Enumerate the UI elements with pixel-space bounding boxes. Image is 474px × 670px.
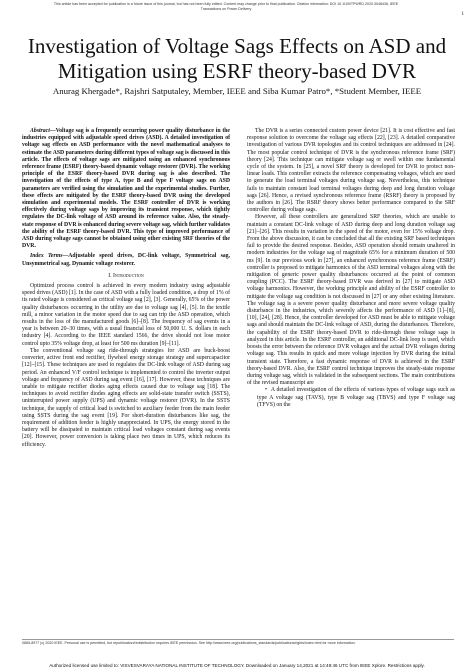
paper-title: Investigation of Voltage Sags Effects on ASD and Mitigation using ESRF theory-based DVR	[27, 34, 447, 83]
footer-divider	[22, 639, 454, 640]
index-terms-text: —Adjustable speed drives, DC-link voltage, Symmetrical sag, Unsymmetrical sag, Dynamic voltage restorer.	[22, 253, 230, 267]
intro-paragraph-2: The conventional voltage sag ride-through strategies for ASD are buck-boost converter, active front end rectifier, flywheel energy storage strategy and supercapacitor [12]–[15]. These techniques are used to regulates the DC-link voltage of ASD during sag period. An enhanced V/F control technique is implemented to control the inverter output voltage and frequency of ASD during sag event [16], [17]. However, these techniques are unable to mitigate rectifier diodes aging effects caused due to voltage sag [18]. The techniques to avoid rectifier diodes aging effects are solid-state transfer switch (SSTS), uninterrupted power supply (UPS) and dynamic voltage restorer (DVR). In the SSTS technique, the supply of critical load is switched to auxiliary feeder from the main feeder using SSTS during the sag event [19]. For short-duration disturbances like sag, the requirement of addition feeder is highly unappreciated. In UPS, the energy stored in the battery will be dissipated to maintain critical load voltages constant during sag events [20]. However, power conversion is taking place two times in UPS, which reduces its efficiency.	[22, 347, 230, 448]
bullet-text: A detailed investigation of the effects of various types of voltage sags such as type A voltage sag (TAVS), type B voltage sag (TBVS) and type F voltage sag (TFVS) on the	[257, 387, 456, 408]
bullet-icon: •	[265, 387, 271, 394]
abstract-label: Abstract	[30, 128, 50, 134]
notice-line-1: This article has been accepted for publication in a future issue of this journal, but has not been fully edited. Content may change prior to final publication. Citation information: DOI 10.1109/TPWRD.2020.3048436, IEEE	[53, 2, 399, 6]
abstract	[22, 128, 230, 250]
contribution-bullet-1	[247, 387, 455, 409]
right-column	[247, 128, 455, 409]
intro-paragraph-1: Optimized process control is achieved in every modern industry using adjustable speed drives (ASD) [1]. In the case of ASD with a fully loaded condition, a drop of 1% of its rated voltage is considered as critical voltage sag [2], [3]. Generally, 65% of the power quality disturbances occurring in the utility are due to voltage sag [4], [5]. In the textile mill, a minor variation in the motor speed due to sag can trip the ASD operation, which results in the loss of the manufactured goods [6]–[8]. The frequency of sag events in a year is between 20–30 times, with a usual financial loss of 50,000 U. S. dollars in each industry [4]. According to the IEEE standard 1566, the drive should not lose motor control upto 35% voltage drop, at least for 500 ms duration [9]–[11].	[22, 283, 230, 347]
index-terms	[22, 253, 230, 267]
acceptance-notice	[6, 2, 446, 11]
license-bar: Authorized licensed use limited to: VISVESVARAYA NATIONAL INSTITUTE OF TECHNOLOGY. Downloaded on January 14,2021 at 14:49:46 UTC from IEEE Xplore. Restrictions apply.	[49, 663, 425, 668]
index-terms-label: Index Terms	[30, 253, 63, 260]
notice-line-2: Transactions on Power Delivery	[200, 6, 252, 11]
left-column	[22, 128, 230, 449]
page-number: 1	[461, 12, 464, 17]
right-paragraph-2: However, all these controllers are generalized SRF theories, which are unable to maintain a constant DC-link voltage of ASD during deep and long duration voltage sag [21]–[26]. This results in variation in the speed of the motor, even for 15% voltage drop. From the above discussion, it can be concluded that all the existing SRF based techniques fail to provide the desired response. Besides, ASD operation should remain unaltered in modern industries for the voltage sag of magnitude 65% for a minimum duration of 500 ms [9]. In our previous work in [27], an enhanced synchronous reference frame (ESRF) controller is proposed to mitigate harmonics of the ASD terminal voltages along with the mitigation of generic power quality disturbances occurred at the point of common coupling (PCC). The ESRF theory-based DVR was derived in [27] to mitigate ASD voltage harmonics. However, the working principle and ability of the ESRF controller to mitigate the voltage sag condition is not discussed in [27] or any other existing literature. The voltage sag is a severe power quality disturbance and more severe voltage quality disturbance in the industries, which severely affects the performance of ASD [1]–[8], [10], [24], [28]. Hence, the controller developed for ASD must be able to mitigate voltage sags and should maintain the DC-link voltage of ASD, during the disturbances. Therefore, the capability of the ESRF theory-based DVR to ride-through these voltage sags is analyzed in this article. In the ESRF controller, an additional DC-link loop is used, which boosts the error between the reference DVR voltages and the actual DVR voltages during voltage sag. This results in quick and more voltage injection by DVR during the initial transient state. Therefore, a fast dynamic response of DVR is achieved in the ESRF theory-based DVR. Also, the ESRF control technique improves the steady-state response during voltage sag, which is validated in the subsequent sections. The main contributions of the revised manuscript are	[247, 214, 455, 387]
author-list: Anurag Khergade*, Rajshri Satputaley, Member, IEEE and Siba Kumar Patro*, *Student Member, IEEE	[52, 86, 422, 96]
copyright-footer: 0885-8977 (c) 2020 IEEE. Personal use is permitted, but republication/redistribution requires IEEE permission. See http://www.ieee.org/publications_standards/publications/rights/index.html for more information.	[22, 641, 356, 645]
right-paragraph-1: The DVR is a series connected custom power device [21]. It is cost effective and fast response solution to overcome the voltage sag effects [22], [23]. A detailed comparative investigation of various DVR topologies and its control techniques are addressed in [24]. The most popular control technique of DVR is the synchronous reference frame (SRF) theory [24]. This technique can mitigate voltage sag or swell within one fundamental cycle of the system. In [25], a novel SRF theory is developed for DVR to protect non-linear loads. This controller extracts the reference compensating voltages, which are used to generate the load terminal voltages during voltage sag. Nevertheless, this technique fails to maintain constant load terminal voltages during deep and long duration voltage sags [26]. Hence, a revised synchronous reference frame (RSRF) theory is proposed by the authors in [26]. The RSRF theory shows better performance compared to the SRF controller during voltage sags.	[247, 128, 455, 214]
section-heading-introduction: I. Introduction	[108, 272, 144, 279]
abstract-text: —Voltage sag is a frequently occurring power quality disturbance in the industries equipped with adjustable speed drives (ASD). A detailed investigation of voltage sag effects on ASD performance with the novel mathematical analyses to estimate the ASD parameters during different types of voltage sag is discussed in this article. The effects of voltage sags are mitigated using an enhanced synchronous reference frame (ESRF) theory-based dynamic voltage restorer (DVR). The working principle of the ESRF theory-based DVR during sag is also described. The investigation of the effects of type A, type B and type F voltage sags on ASD parameters are verified using the simulation and the experimental studies. Further, these effects are mitigated by the ESRF theory-based DVR using the developed simulation and experimental models. The ESRF controller of DVR is working effectively during voltage sags by improving its transient response, which tightly regulates the DC-link voltage of ASD around its reference value. Also, the steady-state response of DVR is enhanced during severe voltage sag, which further validates the ability of the ESRF theory-based DVR. This type of improved performance of ASD during voltage sags cannot be obtained using other existing SRF theories of the DVR.	[22, 128, 230, 250]
